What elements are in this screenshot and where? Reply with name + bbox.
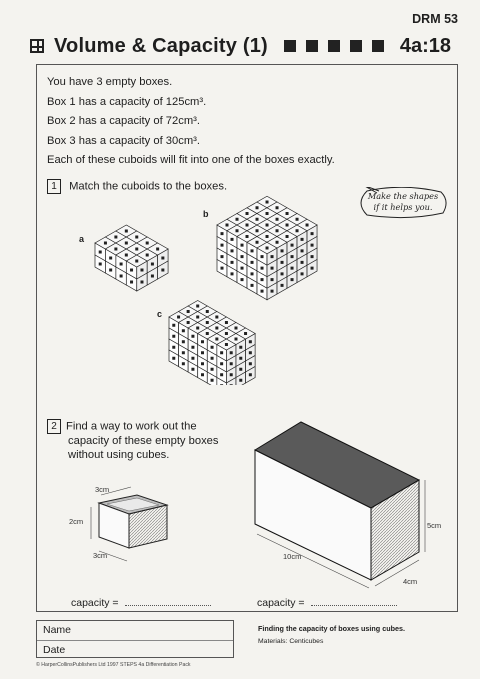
- cube-dot: [191, 368, 194, 371]
- cube-dot: [234, 327, 237, 330]
- cube-dot: [220, 373, 223, 376]
- cube-dot: [220, 384, 223, 385]
- cube-dot: [261, 278, 264, 281]
- cube-dot: [276, 241, 279, 244]
- cube-dot: [221, 267, 224, 270]
- cube-dot: [256, 241, 259, 244]
- cube-dot: [104, 242, 107, 245]
- cuboid-label-b: b: [203, 209, 209, 219]
- cube-dot: [226, 224, 229, 227]
- cube-dot: [256, 218, 259, 221]
- cube-dot: [281, 284, 284, 287]
- cube-dot: [130, 269, 133, 272]
- large-box-length-dim: 10cm: [283, 552, 302, 561]
- cube-dot: [114, 248, 117, 251]
- hint-line: Make the shapes: [367, 191, 439, 201]
- cube-dot: [220, 362, 223, 365]
- small-box-side-dim: 2cm: [69, 517, 84, 526]
- cube-dot: [215, 316, 218, 319]
- cube-dot: [114, 236, 117, 239]
- date-field[interactable]: Date: [37, 640, 233, 660]
- cube-dot: [256, 206, 259, 209]
- cube-dot: [151, 263, 154, 266]
- cube-dot: [231, 238, 234, 241]
- cube-dot: [191, 357, 194, 360]
- cube-dot: [220, 351, 223, 354]
- cube-dot: [249, 340, 252, 343]
- question-number: 2: [47, 419, 61, 434]
- cube-dot: [271, 290, 274, 293]
- cube-dot: [266, 201, 269, 204]
- small-box-top-dim: 3cm: [95, 485, 110, 494]
- cube-dot: [201, 373, 204, 376]
- cube-dot: [130, 281, 133, 284]
- cube-dot: [311, 255, 314, 258]
- cube-dot: [281, 272, 284, 275]
- question-2: [47, 419, 227, 462]
- cuboid-label-c: c: [157, 309, 163, 319]
- worksheet-panel: [36, 64, 458, 612]
- cube-dot: [99, 251, 102, 254]
- cube-dot: [239, 346, 242, 349]
- sheet-code: DRM 53: [412, 12, 458, 26]
- cube-dot: [196, 327, 199, 330]
- cube-dot: [211, 368, 214, 371]
- cube-dot: [249, 362, 252, 365]
- cube-dot: [241, 267, 244, 270]
- footer-info: [258, 624, 405, 645]
- cube-dot: [182, 351, 185, 354]
- cube-dot: [156, 248, 159, 251]
- cube-dot: [301, 249, 304, 252]
- footer-materials: Materials: Centicubes: [258, 638, 324, 645]
- page-header: [30, 33, 451, 59]
- cube-dot: [239, 368, 242, 371]
- footer-title: Finding the capacity of boxes using cubes.: [258, 624, 405, 633]
- cube-dot: [151, 275, 154, 278]
- cube-dot: [146, 254, 149, 257]
- cube-dot: [251, 249, 254, 252]
- cube-dot: [187, 310, 190, 313]
- box3-capacity: Box 3 has a capacity of 30cm³.: [47, 134, 200, 147]
- cuboid-label-a: a: [79, 234, 85, 244]
- cube-dot: [266, 224, 269, 227]
- cube-dot: [182, 362, 185, 365]
- cube-dot: [296, 229, 299, 232]
- cube-dot: [187, 321, 190, 324]
- small-box-bottom-dim: 3cm: [93, 551, 108, 560]
- cube-dot: [286, 212, 289, 215]
- capacity-label: capacity =: [257, 597, 305, 609]
- cube-dot: [109, 257, 112, 260]
- cube-dot: [251, 284, 254, 287]
- capacity-answer-large: [257, 597, 397, 609]
- cube-dot: [301, 272, 304, 275]
- cuboid-illustrations: [37, 165, 459, 385]
- cube-dot: [241, 244, 244, 247]
- cube-dot: [182, 329, 185, 332]
- cube-dot: [311, 267, 314, 270]
- level-code: 4a:18: [399, 34, 452, 57]
- cube-dot: [221, 232, 224, 235]
- box2-capacity: Box 2 has a capacity of 72cm³.: [47, 115, 200, 127]
- cube-dot: [246, 235, 249, 238]
- cube-dot: [311, 232, 314, 235]
- cube-dot: [266, 247, 269, 250]
- cube-dot: [281, 261, 284, 264]
- cube-dot: [231, 272, 234, 275]
- cube-dot: [99, 263, 102, 266]
- cube-dot: [236, 229, 239, 232]
- cube-dot: [201, 340, 204, 343]
- cube-dot: [291, 244, 294, 247]
- cube-dot: [135, 260, 138, 263]
- cube-dot: [261, 290, 264, 293]
- cube-dot: [120, 263, 123, 266]
- capacity-label: capacity =: [71, 597, 119, 609]
- cube-dot: [211, 379, 214, 382]
- cube-dot: [266, 212, 269, 215]
- cube-dot: [135, 236, 138, 239]
- cube-dot: [286, 224, 289, 227]
- cube-dot: [251, 272, 254, 275]
- cube-dot: [311, 244, 314, 247]
- cube-dot: [135, 248, 138, 251]
- intro-instruction: Each of these cuboids will fit into one of the boxes exactly.: [47, 154, 335, 166]
- cube-dot: [249, 351, 252, 354]
- cube-dot: [215, 327, 218, 330]
- cube-dot: [271, 267, 274, 270]
- cube-dot: [225, 321, 228, 324]
- cube-dot: [120, 275, 123, 278]
- cube-dot: [230, 373, 233, 376]
- cube-dot: [206, 332, 209, 335]
- cube-dot: [231, 261, 234, 264]
- cube-dot: [191, 335, 194, 338]
- cube-dot: [196, 316, 199, 319]
- cube-dot: [172, 324, 175, 327]
- question-2-line: capacity of these empty boxes: [68, 435, 219, 447]
- cube-dot: [161, 269, 164, 272]
- hint-line: if it helps you.: [373, 202, 433, 212]
- page-title: Volume & Capacity (1): [54, 34, 268, 57]
- cube-dot: [291, 255, 294, 258]
- cube-dot: [239, 357, 242, 360]
- cube-dot: [256, 229, 259, 232]
- cube-dot: [249, 373, 252, 376]
- cube-dot: [241, 278, 244, 281]
- grid-icon: [30, 39, 44, 53]
- cube-dot: [201, 351, 204, 354]
- cube-dot: [206, 321, 209, 324]
- cube-dot: [301, 238, 304, 241]
- question-number: 1: [47, 179, 61, 194]
- name-field[interactable]: Name: [43, 624, 72, 636]
- cube-dot: [140, 269, 143, 272]
- capacity-blank[interactable]: [311, 605, 397, 606]
- cube-dot: [234, 338, 237, 341]
- cube-dot: [276, 218, 279, 221]
- cube-dot: [191, 346, 194, 349]
- capacity-blank[interactable]: [125, 605, 211, 606]
- cube-dot: [276, 229, 279, 232]
- cube-dot: [291, 278, 294, 281]
- cube-dot: [125, 230, 128, 233]
- cube-dot: [296, 218, 299, 221]
- cube-dot: [225, 332, 228, 335]
- decorative-squares: [284, 40, 394, 52]
- box1-capacity: Box 1 has a capacity of 125cm³.: [47, 95, 207, 108]
- cube-dot: [125, 242, 128, 245]
- question-1-text: Match the cuboids to the boxes.: [69, 180, 228, 193]
- cube-dot: [230, 384, 233, 385]
- cube-dot: [201, 362, 204, 365]
- cube-dot: [286, 235, 289, 238]
- cube-dot: [140, 281, 143, 284]
- cube-dot: [225, 343, 228, 346]
- large-box-depth-dim: 4cm: [403, 577, 418, 586]
- cube-dot: [221, 244, 224, 247]
- cube-dot: [215, 338, 218, 341]
- cube-dot: [172, 357, 175, 360]
- large-box-height-dim: 5cm: [427, 521, 442, 530]
- question-2-line: Find a way to work out the: [66, 420, 197, 433]
- copyright: © HarperCollinsPublishers Ltd 1997 STEPS 4a Differentiation Pack: [36, 662, 191, 668]
- cube-dot: [172, 346, 175, 349]
- cube-dot: [109, 269, 112, 272]
- cube-dot: [281, 249, 284, 252]
- cube-dot: [196, 305, 199, 308]
- cube-dot: [206, 310, 209, 313]
- cube-dot: [211, 357, 214, 360]
- cube-dot: [261, 267, 264, 270]
- cube-dot: [301, 261, 304, 264]
- cube-dot: [291, 267, 294, 270]
- cube-dot: [251, 261, 254, 264]
- small-open-box: [77, 481, 197, 581]
- capacity-answer-small: [71, 597, 211, 609]
- cube-dot: [261, 255, 264, 258]
- cube-dot: [161, 257, 164, 260]
- question-2-line: without using cubes.: [68, 449, 170, 461]
- cube-dot: [246, 224, 249, 227]
- cube-dot: [241, 255, 244, 258]
- cube-dot: [271, 278, 274, 281]
- cube-dot: [239, 379, 242, 382]
- cube-dot: [244, 332, 247, 335]
- cube-dot: [246, 212, 249, 215]
- cube-dot: [236, 218, 239, 221]
- cube-dot: [276, 206, 279, 209]
- intro-line: You have 3 empty boxes.: [47, 76, 173, 88]
- cube-dot: [231, 249, 234, 252]
- cube-dot: [221, 255, 224, 258]
- cube-dot: [125, 254, 128, 257]
- cube-dot: [306, 224, 309, 227]
- cube-dot: [271, 255, 274, 258]
- cube-dot: [230, 362, 233, 365]
- name-date-box: [36, 620, 234, 658]
- cube-dot: [230, 351, 233, 354]
- large-open-box: [251, 420, 451, 590]
- cube-dot: [266, 235, 269, 238]
- cube-dot: [177, 316, 180, 319]
- cube-dot: [182, 340, 185, 343]
- cube-dot: [172, 335, 175, 338]
- cube-dot: [211, 346, 214, 349]
- cube-dot: [146, 242, 149, 245]
- intro-text: [47, 73, 335, 171]
